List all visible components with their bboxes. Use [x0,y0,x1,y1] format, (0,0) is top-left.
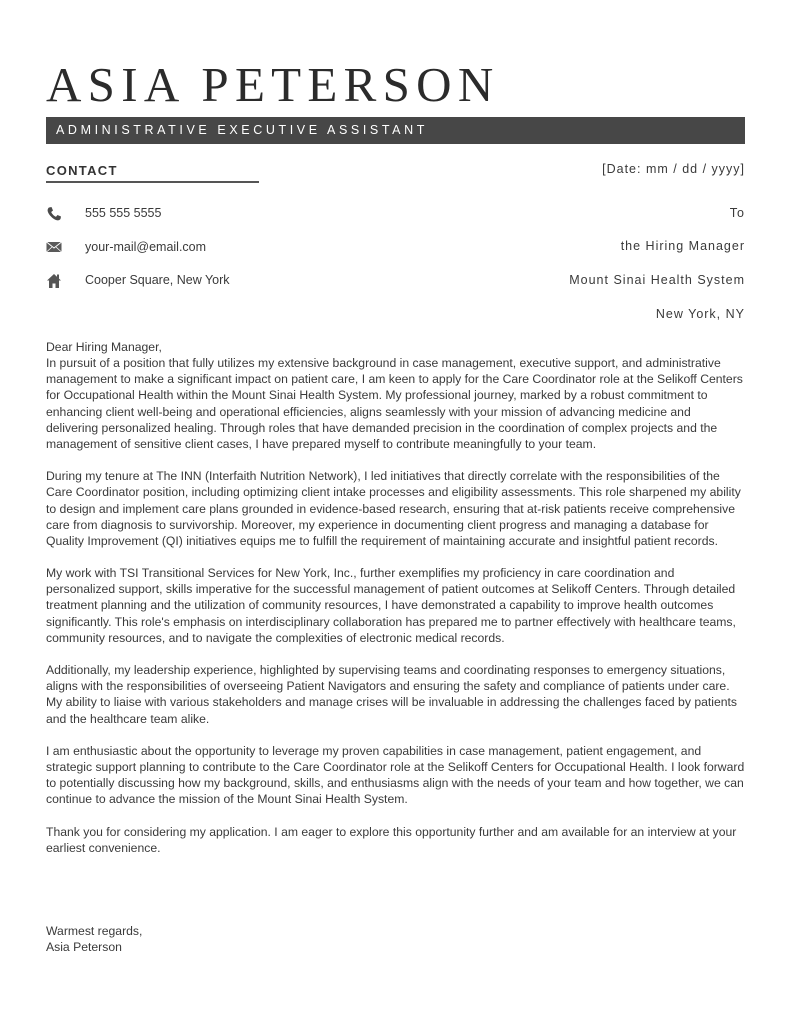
letter-closing-block [46,923,142,955]
letter-paragraph-6: Thank you for considering my application. I am eager to explore this opportunity further and am available for an interview at your earliest convenience. [46,824,737,855]
recipient-to: To [729,206,745,220]
contact-phone-text: 555 555 5555 [85,206,162,220]
home-icon [46,273,64,289]
contact-email [46,239,207,257]
letter-paragraph-5: I am enthusiastic about the opportunity to leverage my proven capabilities in case management, patient engagement, and strategic support planning to contribute to the Care Coordinator role at the Selikoff Centers for Occupational Health. I look forward to potentially discussing how my background, skills, and enthusiasms align with the needs of your team and how together, we can continue to advance the mission of the Mount Sinai Health System. [46,743,745,807]
letter-paragraph-2: During my tenure at The INN (Interfaith Nutrition Network), I led initiatives that directly correlate with the responsibilities of the Care Coordinator position, including optimizing client intake processes and eligibility assessments. This role sharpened my ability to design and implement care plans grounded in evidence-based research, ensuring that at-risk patients receive comprehensive care from diagnosis to survivorship. Moreover, my experience in documenting client progress and managing a database for Quality Improvement (QI) initiatives equips me to fulfill the requirement of maintaining accurate and insightful patient records. [46,469,741,548]
applicant-name: ASIA PETERSON [46,57,500,112]
contact-email-text: your-mail@email.com [85,240,207,254]
contact-phone [46,205,162,223]
phone-icon [46,206,64,222]
job-title-bar [46,117,745,144]
envelope-icon [46,240,64,256]
letter-body [46,339,746,872]
letter-paragraph-3: My work with TSI Transitional Services for New York, Inc., further exemplifies my proficiency in care coordination and personalized support, skills imperative for the successful management of patient outcomes at Selikoff Centers. Through detailed treatment planning and the utilization of community resources, I have demonstrated a capability to improve health outcomes significantly. This role's emphasis on interdisciplinary collaboration has prepared me to partner effectively with healthcare teams, community resources, and to navigate the complexities of electronic medical records. [46,566,736,645]
contact-heading: CONTACT [46,163,118,178]
closing-phrase: Warmest regards, [46,924,143,938]
recipient-organization: Mount Sinai Health System [569,273,745,287]
contact-address-text: Cooper Square, New York [85,273,230,287]
salutation: Dear Hiring Manager, [46,340,162,354]
signature-name: Asia Peterson [46,940,122,955]
letter-date: [Date: mm / dd / yyyy] [602,162,745,176]
contact-address [46,272,230,290]
recipient-location: New York, NY [655,307,745,321]
job-title: ADMINISTRATIVE EXECUTIVE ASSISTANT [56,123,428,137]
letter-paragraph-4: Additionally, my leadership experience, highlighted by supervising teams and coordinating responses to emergency situations, aligns with the responsibilities of overseeing Patient Navigators and ensuring the safety and compliance of patients under care. My ability to liaise with various stakeholders and manage crises will be invaluable in addressing the challenges faced by patients and the healthcare team alike. [46,663,738,726]
contact-divider [46,181,259,183]
letter-paragraph-1: In pursuit of a position that fully utilizes my extensive background in case management, executive support, and administrative management to make a significant impact on patient care, I am keen to apply for the Care Coordinator role at the Selikoff Centers for Occupational Health within the Mount Sinai Health System. My professional journey, marked by a robust commitment to enhancing client well-being and operational efficiencies, aligns seamlessly with your mission of advancing medicine and delivering personalized healing. Through roles that have demanded precision in the coordination of complex projects and the management of sensitive client cases, I have prepared myself to contribute meaningfully to your team. [46,356,743,451]
recipient-name: the Hiring Manager [620,239,745,253]
